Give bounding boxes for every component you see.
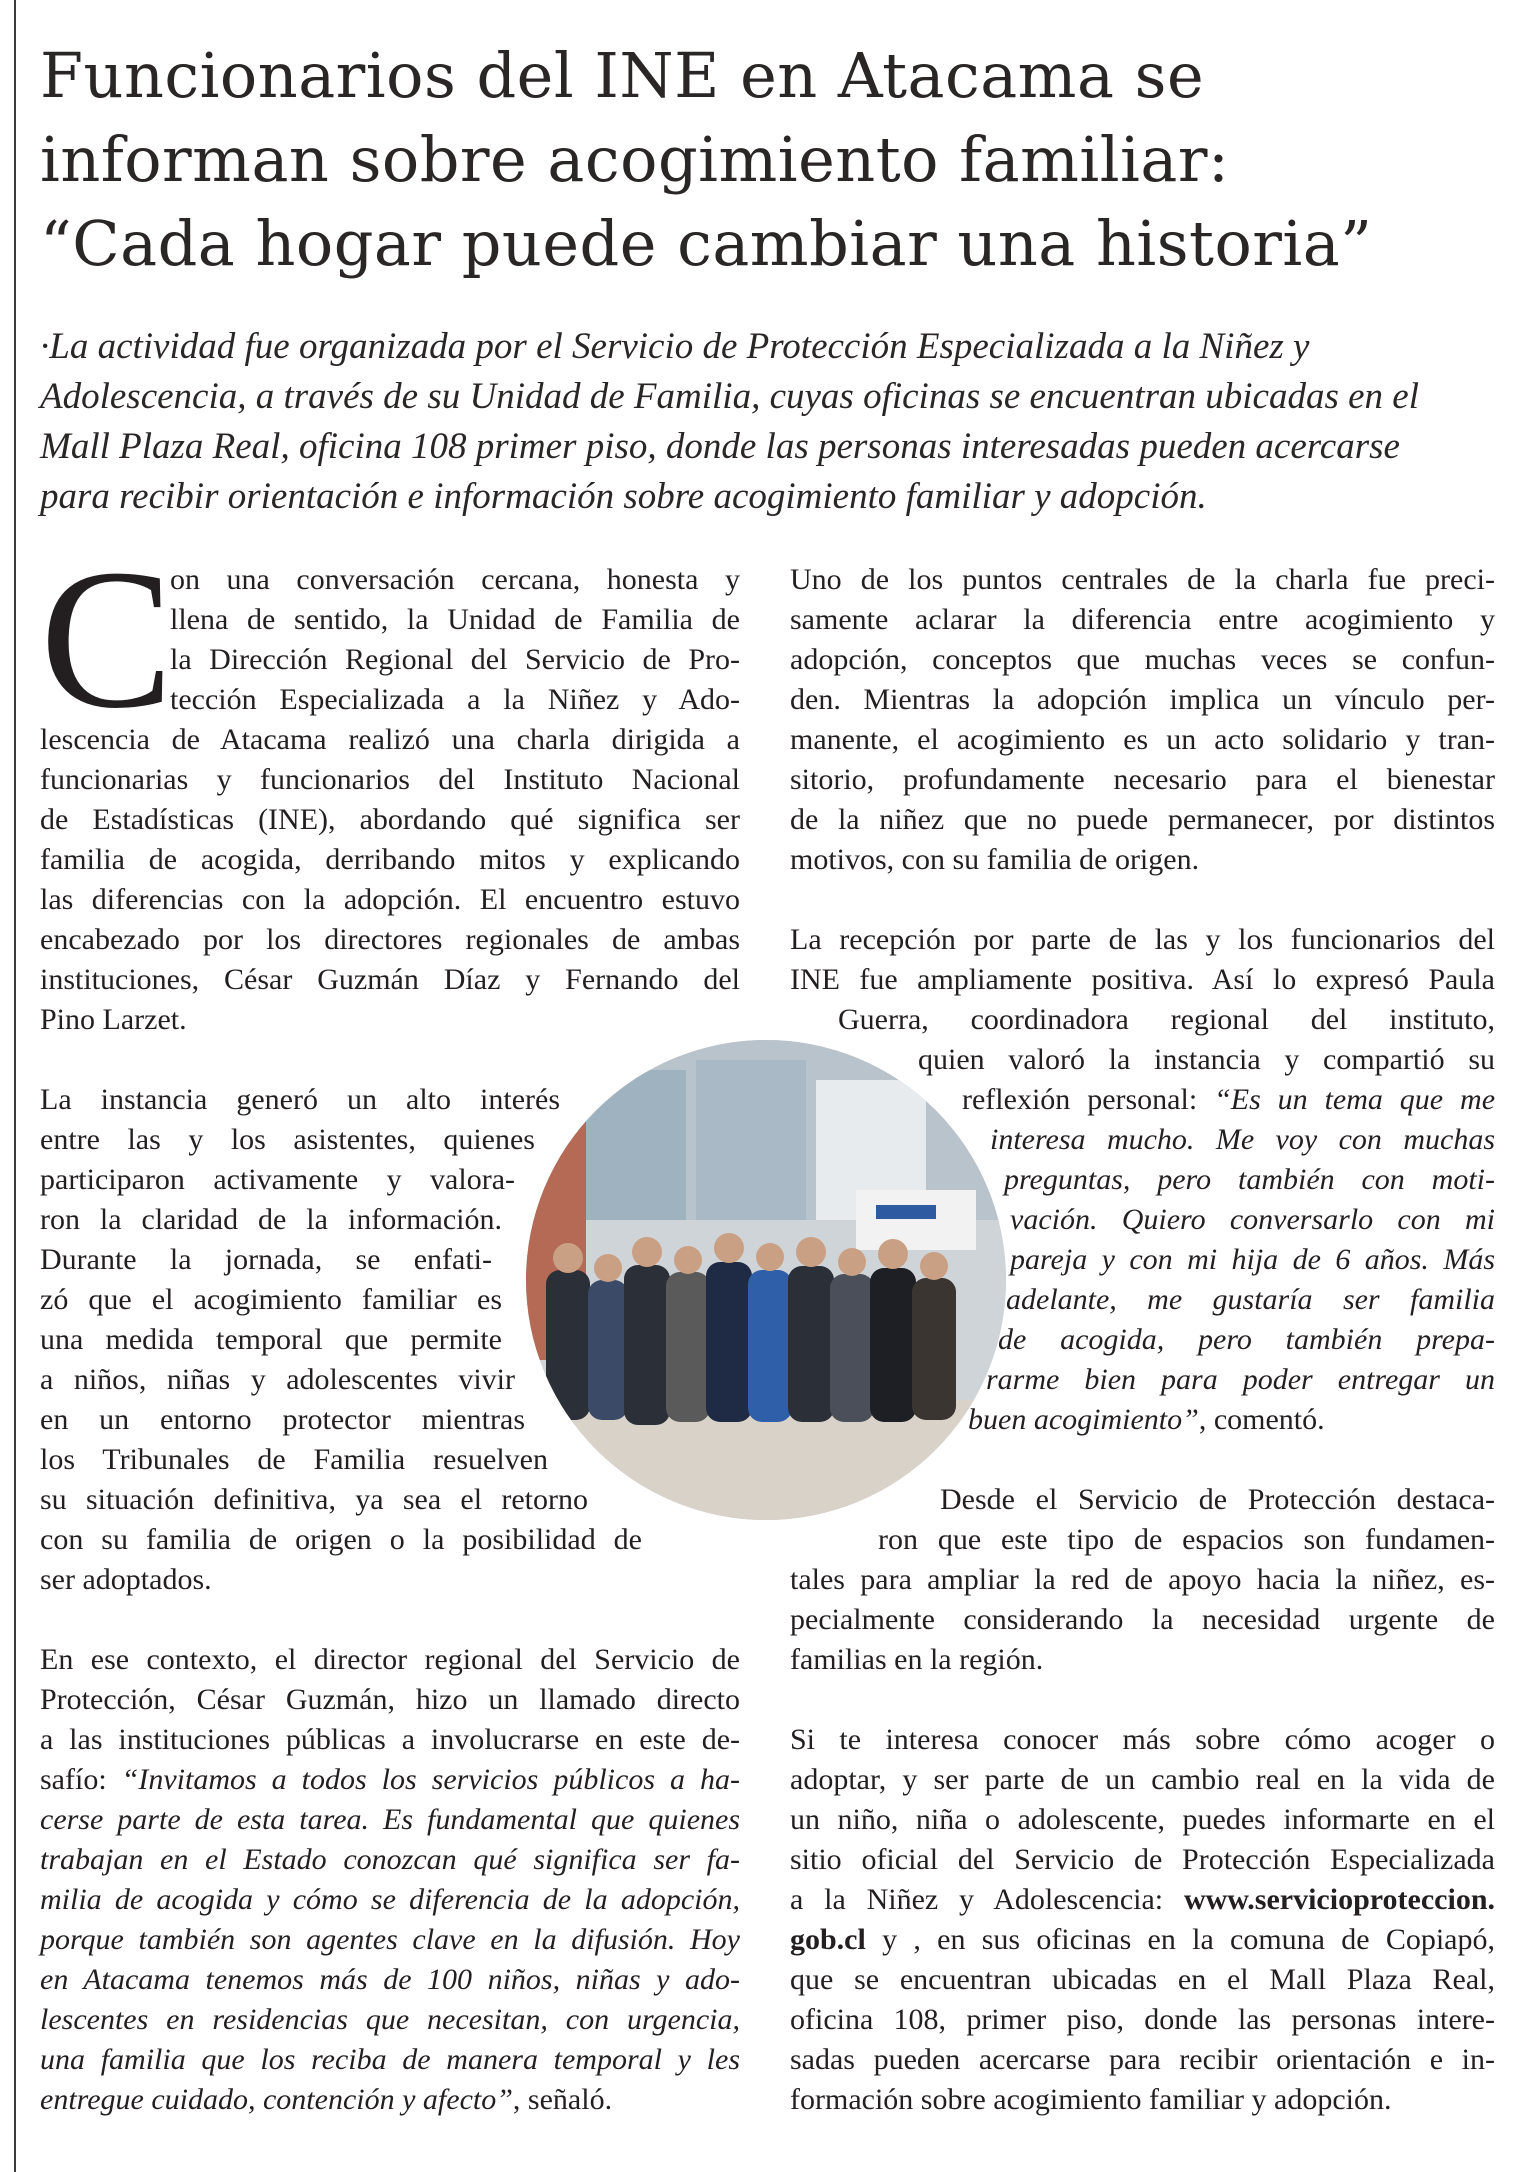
text-line: participaron activamente y valora- — [40, 1163, 515, 1196]
paragraph-difference — [790, 560, 1495, 880]
text-line: la Dirección Regional del Servicio de Pro- — [170, 643, 740, 676]
text-line: su situación definitiva, ya sea el retorno — [40, 1483, 588, 1516]
headline-line: “Cada hogar puede cambiar una historia” — [40, 207, 1373, 280]
column-rule — [14, 0, 16, 2172]
text-line: una medida temporal que permite — [40, 1323, 502, 1356]
text-line — [968, 1400, 1495, 1440]
text-line: los Tribunales de Familia resuelven — [40, 1443, 548, 1476]
lead-line: ·La actividad fue organizada por el Servicio de Protección Especializada a la Niñez y — [40, 326, 1310, 367]
text-line: que se encuentran ubicadas en el Mall Plaza Real, — [790, 1963, 1495, 1996]
text-line: zó que el acogimiento familiar es — [40, 1283, 502, 1316]
text-line: INE fue ampliamente positiva. Así lo expresó Paula — [790, 963, 1495, 996]
quote-line: de acogida, pero también prepa- — [998, 1323, 1495, 1356]
text-line: samente aclarar la diferencia entre acogimiento y — [790, 603, 1495, 636]
text-line: Durante la jornada, se enfati- — [40, 1243, 492, 1276]
text-line — [790, 1880, 1495, 1920]
text-line: las diferencias con la adopción. El encuentro estuvo — [40, 883, 740, 916]
text-line: sadas pueden acercarse para recibir orientación e in- — [790, 2043, 1495, 2076]
text-line: La recepción por parte de las y los funcionarios del — [790, 923, 1495, 956]
headline-line: Funcionarios del INE en Atacama se — [40, 39, 1205, 112]
paragraph-service — [790, 1480, 1495, 1680]
quote-line: rarme bien para poder entregar un — [986, 1363, 1495, 1396]
text-line: un niño, niña o adolescente, puedes informarte en el — [790, 1803, 1495, 1836]
drop-cap: C — [40, 529, 174, 750]
text-run: y , en sus oficinas en la comuna de Copiapó, — [865, 1923, 1495, 1956]
text-line: tales para ampliar la red de apoyo hacia la niñez, es- — [790, 1563, 1495, 1596]
text-line: En ese contexto, el director regional del Servicio de — [40, 1643, 740, 1676]
text-line: formación sobre acogimiento familiar y adopción. — [790, 2083, 1392, 2116]
text-run: , comentó. — [1198, 1403, 1325, 1436]
lead-paragraph — [40, 322, 1510, 522]
text-line: sitio oficial del Servicio de Protección Especializada — [790, 1843, 1495, 1876]
quote-line: cerse parte de esta tarea. Es fundamental que quienes — [40, 1803, 740, 1836]
text-line: Uno de los puntos centrales de la charla fue preci- — [790, 563, 1495, 596]
quote-run: “Invitamos a todos los servicios públicos a ha- — [121, 1763, 740, 1796]
quote-line: una familia que los reciba de manera temporal y les — [40, 2043, 740, 2076]
group-photo-illustration — [526, 1040, 1006, 1520]
text-line: den. Mientras la adopción implica un vínculo per- — [790, 683, 1495, 716]
text-line — [40, 1760, 740, 1800]
text-line: a las instituciones públicas a involucrarse en este de- — [40, 1723, 740, 1756]
text-line — [962, 1080, 1495, 1120]
text-line: on una conversación cercana, honesta y — [170, 563, 740, 596]
text-line: ser adoptados. — [40, 1563, 212, 1596]
text-line — [790, 1920, 1495, 1960]
text-line: a niños, niñas y adolescentes vivir — [40, 1363, 515, 1396]
text-line: oficina 108, primer piso, donde las personas intere- — [790, 2003, 1495, 2036]
text-line: familias en la región. — [790, 1643, 1044, 1676]
text-line: tección Especializada a la Niñez y Ado- — [170, 683, 740, 716]
text-line: adoptar, y ser parte de un cambio real en la vida de — [790, 1763, 1495, 1796]
lead-line: Mall Plaza Real, oficina 108 primer piso, donde las personas interesadas pueden acercarse — [40, 426, 1400, 467]
text-line: de Estadísticas (INE), abordando qué significa ser — [40, 803, 740, 836]
quote-line: preguntas, pero también con moti- — [1004, 1163, 1495, 1196]
quote-run: buen acogimiento” — [968, 1403, 1199, 1436]
text-line: motivos, con su familia de origen. — [790, 843, 1200, 876]
text-line: con su familia de origen o la posibilidad de — [40, 1523, 642, 1556]
paragraph-call — [40, 1640, 740, 2120]
text-line: Desde el Servicio de Protección destaca- — [940, 1483, 1495, 1516]
quote-line: pareja y con mi hija de 6 años. Más — [1010, 1243, 1495, 1276]
text-line: familia de acogida, derribando mitos y explicando — [40, 843, 740, 876]
text-line: lescencia de Atacama realizó una charla dirigida a — [40, 723, 740, 756]
text-line — [40, 2080, 740, 2120]
text-run: a la Niñez y Adolescencia: — [790, 1883, 1184, 1916]
text-line: llena de sentido, la Unidad de Familia de — [170, 603, 740, 636]
text-line: instituciones, César Guzmán Díaz y Fernando del — [40, 963, 740, 996]
text-line: en un entorno protector mientras — [40, 1403, 525, 1436]
quote-line: milia de acogida y cómo se diferencia de la adopción, — [40, 1883, 740, 1916]
text-line: funcionarias y funcionarios del Instituto Nacional — [40, 763, 740, 796]
text-line: ron que este tipo de espacios son fundamen- — [878, 1523, 1495, 1556]
text-run: safío: — [40, 1763, 122, 1796]
text-line: de la niñez que no puede permanecer, por distintos — [790, 803, 1495, 836]
quote-line: vación. Quiero conversarlo con mi — [1010, 1203, 1495, 1236]
text-line: manente, el acogimiento es un acto solidario y tran- — [790, 723, 1495, 756]
quote-line: trabajan en el Estado conozcan qué significa ser fa- — [40, 1843, 740, 1876]
website-link-end[interactable]: gob.cl — [790, 1923, 866, 1956]
lead-line: para recibir orientación e información sobre acogimiento familiar y adopción. — [40, 476, 1207, 517]
text-line: ron la claridad de la información. — [40, 1203, 502, 1236]
text-line: sitorio, profundamente necesario para el bienestar — [790, 763, 1495, 796]
text-line: Guerra, coordinadora regional del instituto, — [838, 1003, 1495, 1036]
quote-run: “Es un tema que me — [1214, 1083, 1496, 1116]
quote-line: adelante, me gustaría ser familia — [1006, 1283, 1495, 1316]
quote-line: lescentes en residencias que necesitan, con urgencia, — [40, 2003, 740, 2036]
paragraph-intro — [40, 529, 740, 1040]
text-line: pecialmente considerando la necesidad urgente de — [790, 1603, 1495, 1636]
quote-line: interesa mucho. Me voy con muchas — [990, 1123, 1495, 1156]
text-run: , señaló. — [512, 2083, 613, 2116]
quote-line: porque también son agentes clave en la difusión. Hoy — [40, 1923, 740, 1956]
group-photo — [526, 1040, 1006, 1520]
headline-line: informan sobre acogimiento familiar: — [40, 123, 1230, 196]
text-run: reflexión personal: — [962, 1083, 1215, 1116]
text-line: adopción, conceptos que muchas veces se confun- — [790, 643, 1495, 676]
paragraph-contact — [790, 1720, 1495, 2120]
text-line: Pino Larzet. — [40, 1003, 187, 1036]
headline — [40, 34, 1520, 286]
quote-run: entregue cuidado, contención y afecto” — [40, 2083, 513, 2116]
lead-line: Adolescencia, a través de su Unidad de Familia, cuyas oficinas se encuentran ubicadas en el — [40, 376, 1419, 417]
text-line: entre las y los asistentes, quienes — [40, 1123, 535, 1156]
text-line: La instancia generó un alto interés — [40, 1083, 560, 1116]
text-line: Si te interesa conocer más sobre cómo acoger o — [790, 1723, 1495, 1756]
text-line: Protección, César Guzmán, hizo un llamado directo — [40, 1683, 740, 1716]
website-link[interactable]: www.servicioproteccion. — [1183, 1883, 1495, 1916]
quote-line: en Atacama tenemos más de 100 niños, niñas y ado- — [40, 1963, 740, 1996]
text-line: quien valoró la instancia y compartió su — [918, 1043, 1495, 1076]
text-line: encabezado por los directores regionales de ambas — [40, 923, 740, 956]
